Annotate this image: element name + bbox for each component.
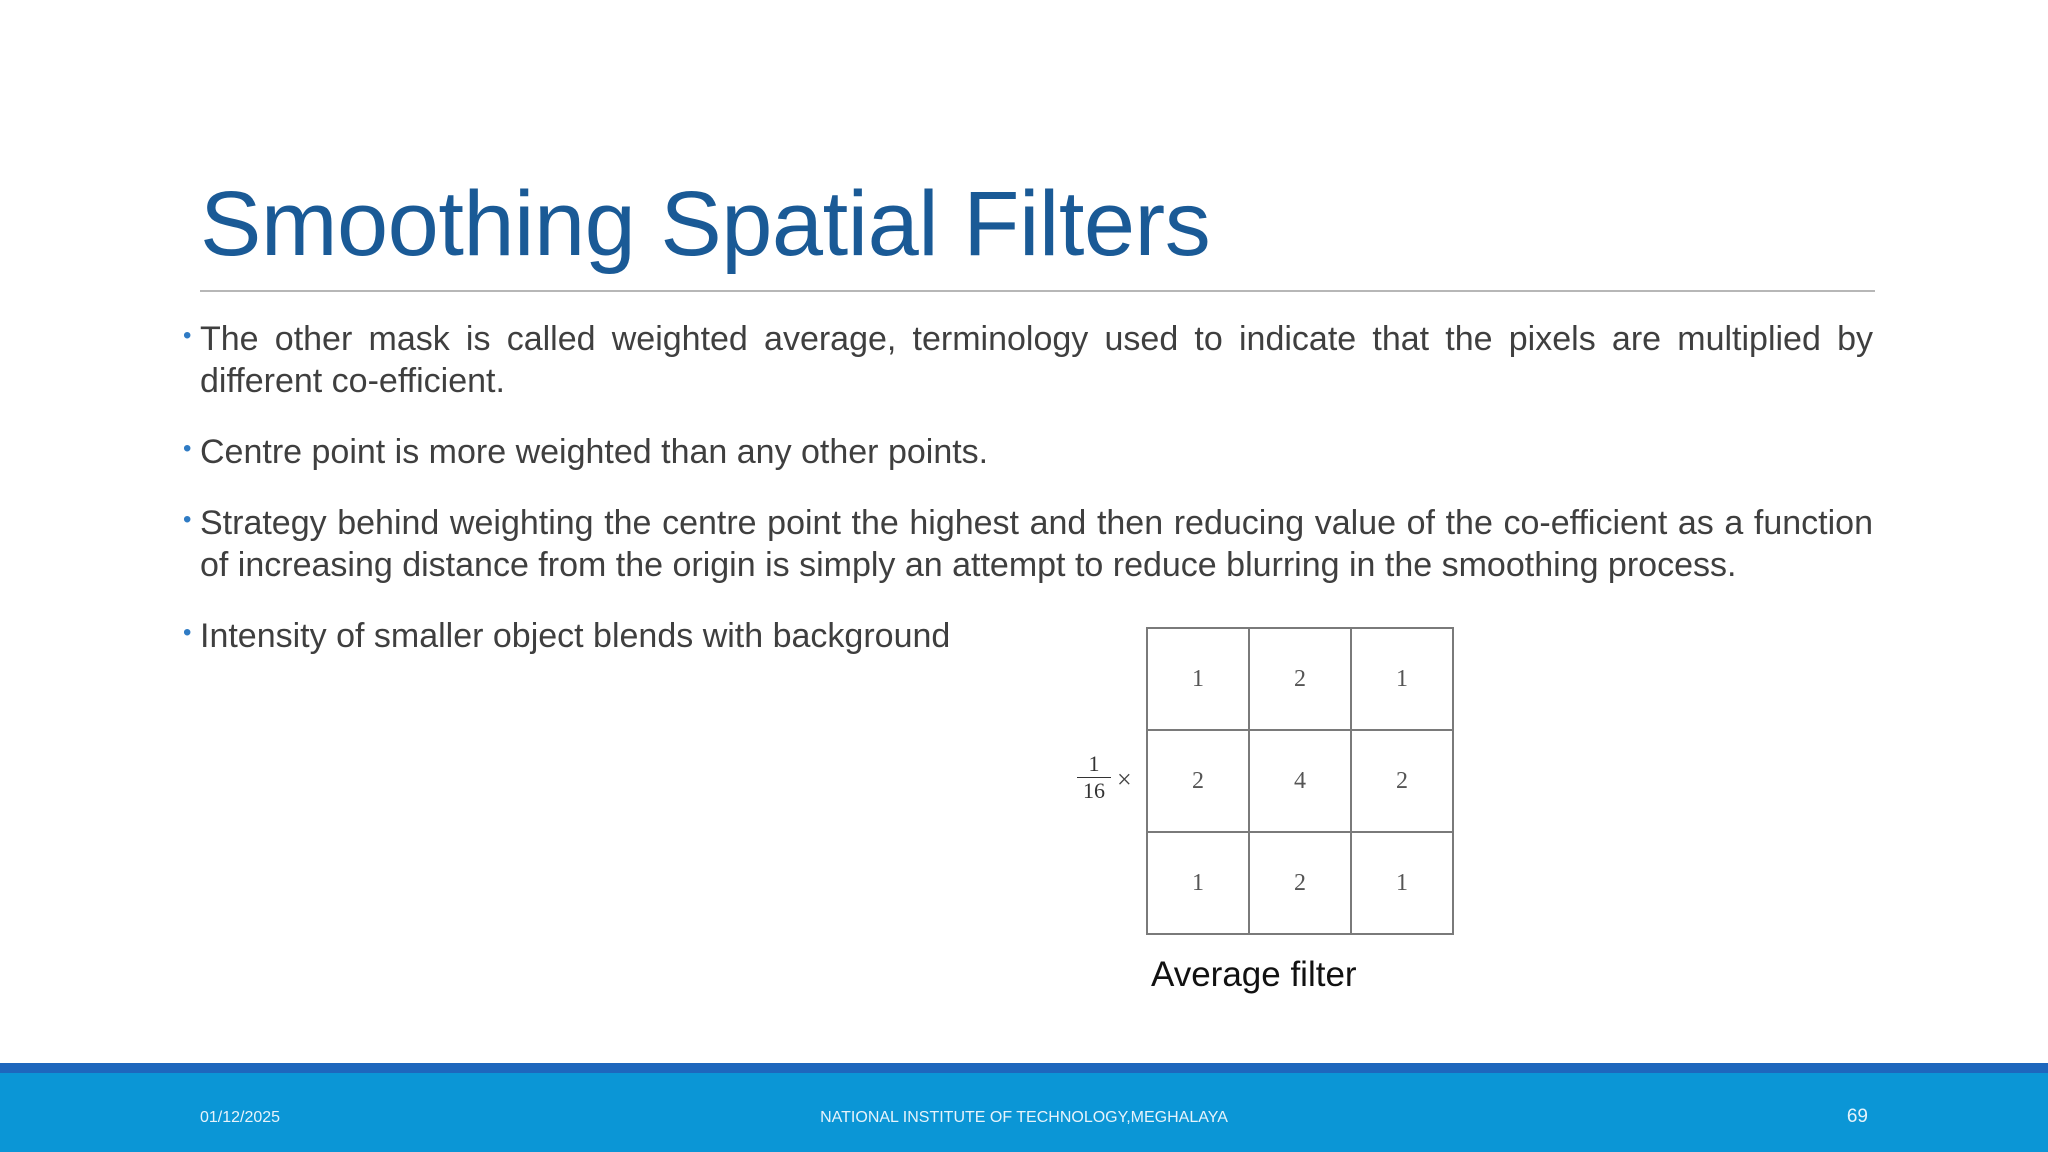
mask-cell: 2 [1147, 730, 1249, 832]
multiply-sign: × [1117, 765, 1132, 794]
footer-band [0, 1063, 2048, 1152]
mask-caption: Average filter [1151, 955, 1357, 994]
mask-cell: 1 [1351, 628, 1453, 730]
bullet-text: Intensity of smaller object blends with background [200, 617, 951, 655]
bullet-marker: • [183, 506, 192, 533]
fraction-denominator: 16 [1083, 778, 1105, 803]
scale-fraction [1077, 751, 1111, 804]
mask-cell: 1 [1351, 832, 1453, 934]
bullet-item [183, 502, 1873, 586]
bullet-text: The other mask is called weighted average, terminology used to indicate that the pixels are multiplied by different co-efficient. [200, 320, 1873, 400]
bullet-list [183, 318, 1873, 686]
fraction-numerator: 1 [1077, 751, 1111, 778]
mask-cell: 2 [1351, 730, 1453, 832]
slide-title: Smoothing Spatial Filters [200, 173, 1211, 275]
bullet-marker: • [183, 619, 192, 646]
bullet-item [183, 318, 1873, 402]
mask-cell: 2 [1249, 628, 1351, 730]
mask-row [1147, 730, 1453, 832]
mask-cell: 1 [1147, 628, 1249, 730]
mask-cell: 1 [1147, 832, 1249, 934]
title-divider [200, 290, 1875, 292]
page-number: 69 [1846, 1106, 1868, 1127]
mask-row [1147, 832, 1453, 934]
mask-row [1147, 628, 1453, 730]
bullet-marker: • [183, 435, 192, 462]
bullet-marker: • [183, 322, 192, 349]
bullet-item [183, 615, 1873, 657]
footer-date: 01/12/2025 [200, 1109, 281, 1126]
weighted-average-mask [1077, 625, 1457, 935]
mask-cell: 2 [1249, 832, 1351, 934]
footer-institution: NATIONAL INSTITUTE OF TECHNOLOGY,MEGHALAYA [820, 1109, 1228, 1126]
mask-cell: 4 [1249, 730, 1351, 832]
bullet-text: Strategy behind weighting the centre point the highest and then reducing value of the co-efficient as a function of increasing distance from the origin is simply an attempt to reduce blurring in the smoothing process. [200, 504, 1873, 584]
bullet-text: Centre point is more weighted than any other points. [200, 433, 989, 471]
mask-grid [1146, 627, 1454, 935]
bullet-item [183, 431, 1873, 473]
